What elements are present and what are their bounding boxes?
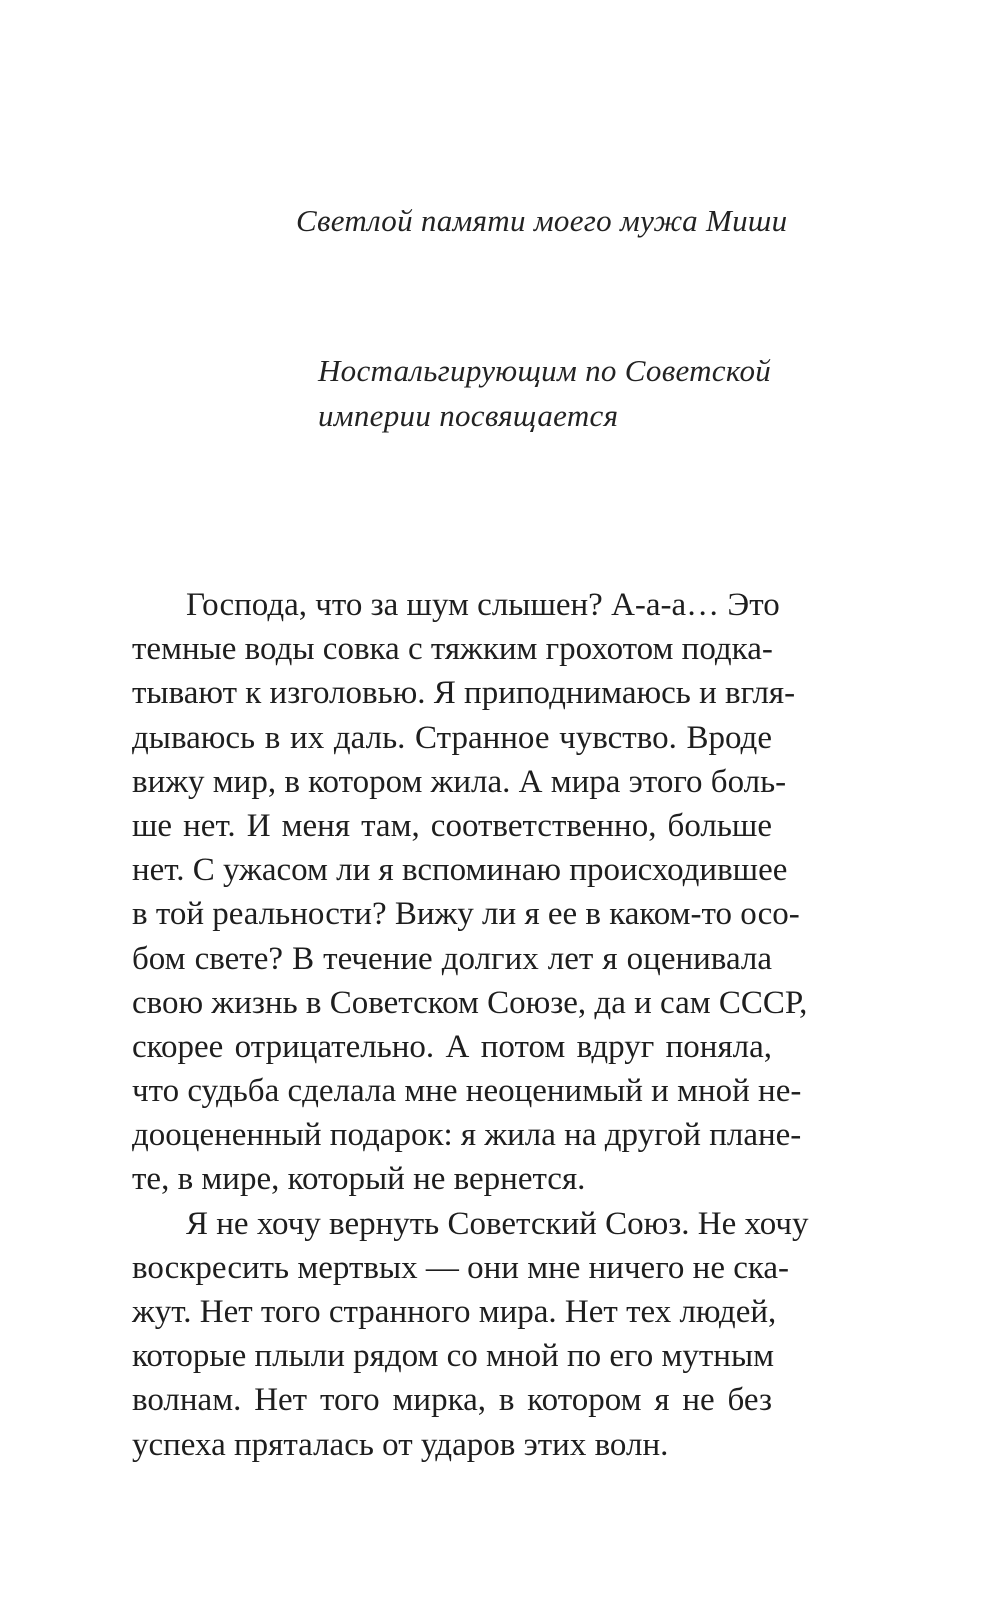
text-line: те, в мире, который не вернется. [132,1161,586,1198]
dedication-line: империи посвящается [318,398,619,433]
text-line: темные воды совка с тяжким грохотом подка- [132,631,773,668]
paragraph-2 [132,1202,809,1467]
text-line: жут. Нет того странного мира. Нет тех людей, [132,1294,777,1330]
text-line: ше нет. И меня там, соответственно, больше [132,807,772,844]
dedication-line: Ностальгирующим по Советской [318,353,772,388]
text-line: которые плыли рядом со мной по его мутным [132,1338,775,1375]
text-line: нет. С ужасом ли я вспоминаю происходившее [132,852,788,889]
text-line: Я не хочу вернуть Советский Союз. Не хочу [186,1205,809,1242]
dedication-memory: Светлой памяти моего мужа Миши [296,203,788,238]
text-line: тывают к изголовью. Я приподнимаюсь и вгля- [132,675,796,712]
text-line: волнам. Нет того мирка, в котором я не без [132,1382,772,1419]
text-line: дываюсь в их даль. Странное чувство. Вроде [132,719,772,756]
text-line: что судьба сделала мне неоценимый и мной не- [132,1073,802,1110]
text-line: дооцененный подарок: я жила на другой плане- [132,1117,802,1154]
text-line: успеха пряталась от ударов этих волн. [132,1426,669,1463]
text-line: вижу мир, в котором жила. А мира этого боль- [132,763,787,800]
text-line: скорее отрицательно. А потом вдруг поняла, [132,1028,772,1065]
text-line: в той реальности? Вижу ли я ее в каком-то осо- [132,896,800,933]
text-line: свою жизнь в Советском Союзе, да и сам СССР, [132,984,808,1021]
text-line: Господа, что за шум слышен? А-а-а… Это [186,587,780,623]
text-line: бом свете? В течение долгих лет я оценивала [132,940,772,977]
text-line: воскресить мертвых — они мне ничего не ска- [132,1249,790,1286]
paragraph-1 [132,583,808,1202]
body-text [132,583,809,1467]
dedication-soviet-empire [318,348,788,438]
